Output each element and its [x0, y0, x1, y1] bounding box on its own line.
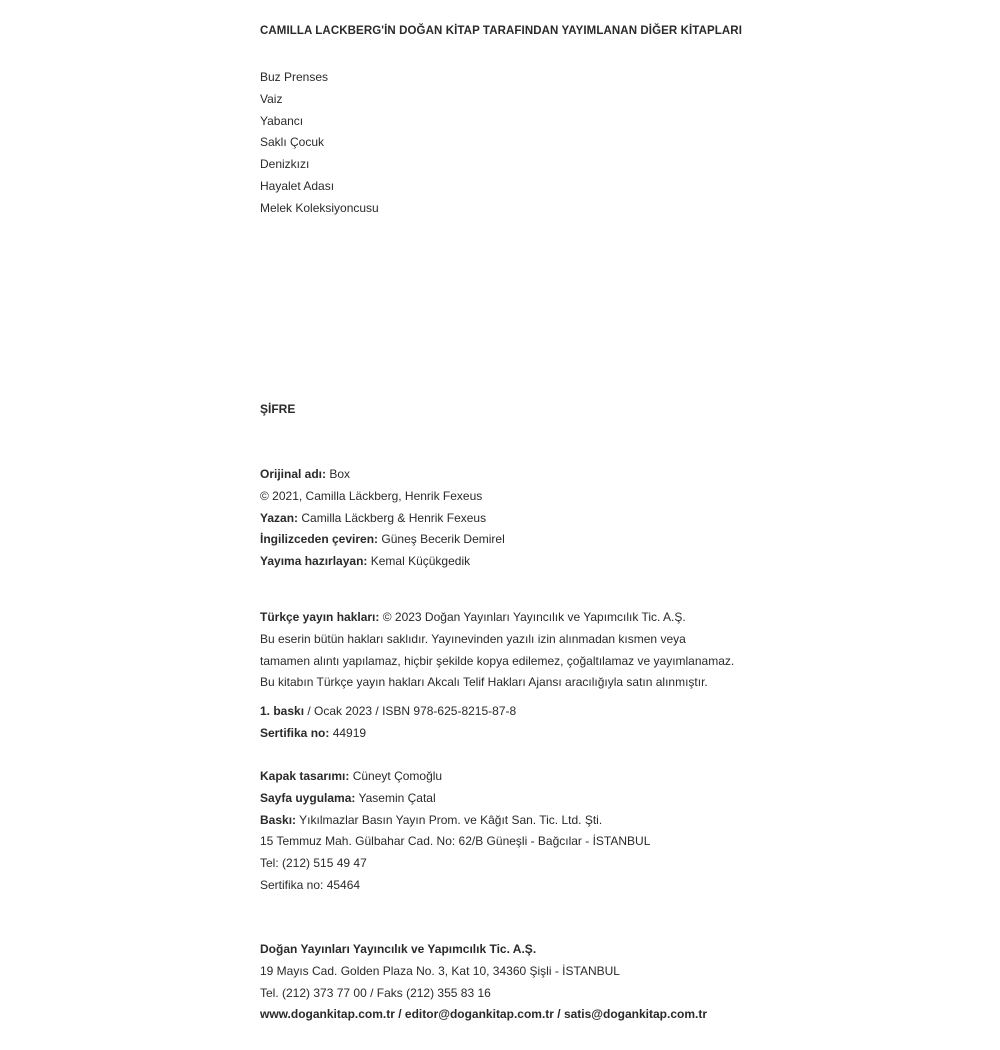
book-title-item: Saklı Çocuk — [260, 135, 325, 150]
book-title-item: Yabancı — [260, 113, 304, 128]
rights-value: © 2023 Doğan Yayınları Yayıncılık ve Yapımcılık Tic. A.Ş. — [379, 610, 686, 624]
rights-line — [260, 607, 734, 629]
publisher-block — [260, 939, 707, 1026]
edition-line — [260, 701, 516, 723]
book-title-item: Hayalet Adası — [260, 178, 335, 193]
rights-text-line: Bu eserin bütün hakları saklıdır. Yayınevinden yazılı izin alınmadan kısmen veya — [260, 631, 686, 646]
certificate-line — [260, 723, 516, 745]
translator-value: Güneş Becerik Demirel — [378, 532, 505, 547]
original-title-label: Orijinal adı: — [260, 467, 327, 481]
cover-design-value: Cüneyt Çomoğlu — [349, 769, 443, 783]
page-layout-label: Sayfa uygulama: — [260, 790, 356, 805]
editor-line — [260, 551, 505, 573]
production-block — [260, 766, 650, 897]
printer-certificate: Sertifika no: 45464 — [260, 877, 361, 892]
printer-label: Baskı: — [260, 812, 297, 827]
editor-value: Kemal Küçükgedik — [367, 554, 471, 569]
author-value: Camilla Läckberg & Henrik Fexeus — [298, 510, 487, 525]
publisher-phone: Tel. (212) 373 77 00 / Faks (212) 355 83 16 — [260, 985, 491, 1000]
original-title-line — [260, 464, 505, 486]
page-layout-line — [260, 788, 650, 810]
cover-design-line — [260, 766, 650, 788]
book-title-item: Denizkızı — [260, 157, 310, 172]
other-books-heading: CAMILLA LACKBERG'İN DOĞAN KİTAP TARAFINDAN YAYIMLANAN DİĞER KİTAPLARI — [260, 25, 742, 37]
rights-label: Türkçe yayın hakları: — [260, 610, 380, 624]
rights-text-line: tamamen alıntı yapılamaz, hiçbir şekilde kopya edilemez, çoğaltılamaz ve yayımlanamaz. — [260, 653, 735, 668]
printer-value: Yıkılmazlar Basın Yayın Prom. ve Kâğıt San. Tic. Ltd. Şti. — [296, 812, 603, 827]
printer-line — [260, 810, 650, 832]
book-title: ŞİFRE — [260, 402, 296, 416]
printer-phone: Tel: (212) 515 49 47 — [260, 856, 367, 871]
editor-label: Yayıma hazırlayan: — [260, 554, 368, 569]
edition-value: / Ocak 2023 / ISBN 978-625-8215-87-8 — [304, 704, 517, 718]
translator-label: İngilizceden çeviren: — [260, 532, 379, 547]
rights-block — [260, 607, 734, 694]
edition-block — [260, 701, 516, 745]
printer-address: 15 Temmuz Mah. Gülbahar Cad. No: 62/B Güneşli - Bağcılar - İSTANBUL — [260, 834, 651, 849]
book-title-item: Buz Prenses — [260, 70, 329, 84]
translator-line — [260, 529, 505, 551]
author-label: Yazan: — [260, 510, 299, 525]
author-line — [260, 508, 505, 530]
copyright-line: © 2021, Camilla Läckberg, Henrik Fexeus — [260, 488, 483, 503]
book-title-item: Melek Koleksiyoncusu — [260, 200, 379, 215]
credits-block — [260, 464, 505, 573]
rights-text-line: Bu kitabın Türkçe yayın hakları Akcalı Telif Hakları Ajansı aracılığıyla satın alınmıştır. — [260, 675, 708, 690]
book-title-item: Vaiz — [260, 91, 283, 106]
certificate-label: Sertifika no: — [260, 725, 330, 740]
edition-label: 1. baskı — [260, 704, 305, 718]
publisher-web-links[interactable]: www.dogankitap.com.tr / editor@dogankitap.com.tr / satis@dogankitap.com.tr — [260, 1007, 708, 1022]
certificate-value: 44919 — [329, 725, 367, 740]
original-title-value: Box — [326, 467, 351, 481]
cover-design-label: Kapak tasarımı: — [260, 769, 350, 783]
page-layout-value: Yasemin Çatal — [355, 790, 436, 805]
other-books-list — [260, 67, 379, 220]
publisher-name: Doğan Yayınları Yayıncılık ve Yapımcılık Tic. A.Ş. — [260, 942, 537, 956]
publisher-address: 19 Mayıs Cad. Golden Plaza No. 3, Kat 10, 34360 Şişli - İSTANBUL — [260, 963, 620, 978]
